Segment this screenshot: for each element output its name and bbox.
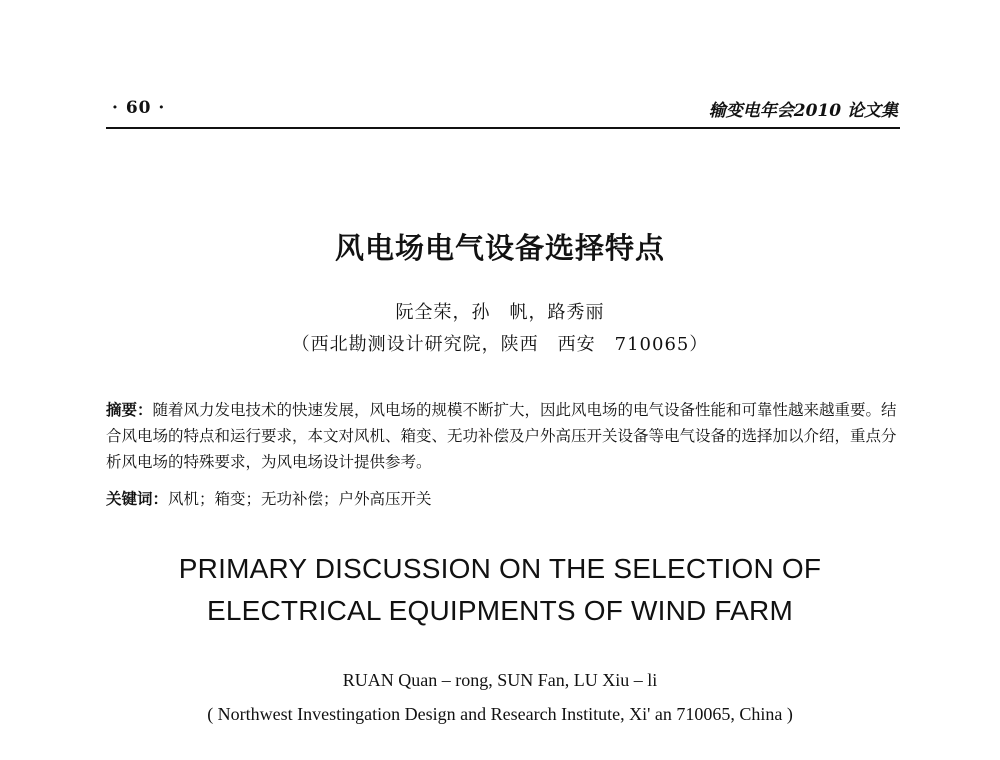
affiliation-english: ( Northwest Investingation Design and Research Institute, Xi' an 710065, China ) (207, 704, 793, 724)
page-number: · 60 · (112, 98, 166, 118)
authors-chinese: 阮全荣，孙 帆，路秀丽 (395, 302, 605, 323)
affiliation-chinese: （西北勘测设计研究院，陕西 西安 710065） (291, 334, 709, 355)
abstract-label: 摘要： (106, 401, 153, 419)
paper-title-english (0, 548, 1000, 632)
keywords-text: 风机；箱变；无功补偿；户外高压开关 (168, 490, 432, 508)
abstract-text: 随着风力发电技术的快速发展，风电场的规模不断扩大，因此风电场的电气设备性能和可靠性越来越重要。结合风电场的特点和运行要求，本文对风机、箱变、无功补偿及户外高压开关设备等电气设备的选择加以介绍，重点分析风电场的特殊要求，为风电场设计提供参考。 (106, 401, 897, 471)
header-rule (106, 127, 900, 129)
journal-name: 输变电年会2010 论文集 (708, 101, 898, 121)
keywords (106, 486, 902, 512)
authors-english: RUAN Quan – rong, SUN Fan, LU Xiu – li (342, 670, 658, 690)
paper-title-english-line-1: PRIMARY DISCUSSION ON THE SELECTION OF (178, 553, 822, 584)
abstract (106, 397, 902, 475)
keywords-label: 关键词： (106, 490, 169, 508)
paper-title-chinese: 风电场电气设备选择特点 (334, 231, 665, 265)
paper-title-english-line-2: ELECTRICAL EQUIPMENTS OF WIND FARM (206, 595, 794, 626)
